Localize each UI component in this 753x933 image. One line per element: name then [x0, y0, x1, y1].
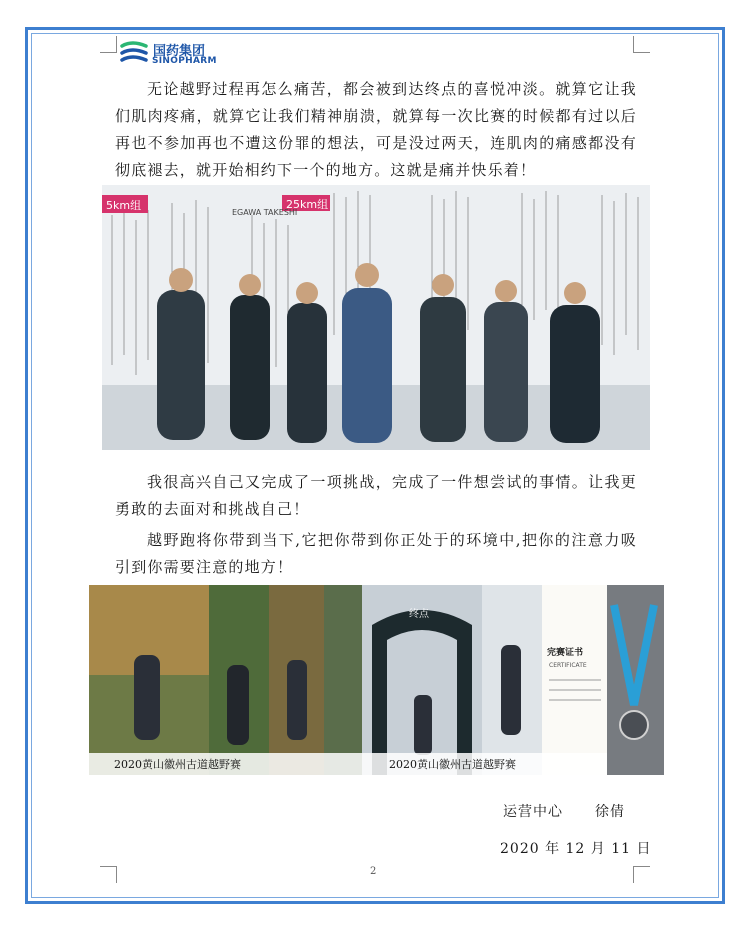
collage-panel-6 — [482, 585, 542, 775]
certificate-title: 完赛证书 — [547, 648, 584, 658]
collage-race-title-1: 2020黄山徽州古道越野赛 — [114, 758, 241, 771]
collage-panel-8-medal — [607, 585, 664, 775]
crop-mark-bottom-right — [633, 866, 650, 883]
board-label-25km: 25km组 — [286, 198, 329, 211]
collage-panel-2 — [209, 585, 269, 775]
photo-collage — [89, 585, 664, 775]
board-label-left: 5km组 — [106, 199, 142, 212]
certificate-subtitle: CERTIFICATE — [549, 662, 587, 669]
body-paragraph-1: 无论越野过程再怎么痛苦，都会被到达终点的喜悦冲淡。就算它让我们肌肉疼痛，就算它让我们精神崩溃，就算每一次比赛的时候都有过以后再也不参加再也不遭这份罪的想法，可是没过两天，连肌肉的痛感都没有彻底褪去，就开始相约下一个的地方。这就是痛并快乐着！ — [115, 80, 637, 179]
body-paragraph-2: 我很高兴自己又完成了一项挑战，完成了一件想尝试的事情。让我更勇敢的去面对和挑战自己！ — [115, 473, 637, 518]
board-text: EGAWA TAKESHI — [232, 208, 298, 217]
crop-mark-top-left — [100, 36, 117, 53]
logo-name-cn: 国药集团 — [153, 44, 206, 59]
signature-department: 运营中心 — [503, 804, 563, 820]
logo-name-en: SINOPHARM — [152, 56, 217, 66]
group-photo — [102, 185, 650, 450]
crop-mark-top-right — [633, 36, 650, 53]
collage-race-title-2: 2020黄山徽州古道越野赛 — [389, 758, 516, 771]
arch-text: 终点 — [409, 609, 429, 620]
body-paragraph-3: 越野跑将你带到当下,它把你带到你正处于的环境中,把你的注意力吸引到你需要注意的地方！ — [115, 531, 637, 576]
signature-name: 徐倩 — [595, 804, 625, 820]
collage-panel-4 — [324, 585, 362, 775]
page-number: 2 — [370, 866, 377, 877]
collage-panel-7-certificate — [542, 585, 607, 775]
collage-panel-5 — [362, 585, 482, 775]
crop-mark-bottom-left — [100, 866, 117, 883]
collage-panel-3 — [269, 585, 324, 775]
collage-panel-1 — [89, 585, 209, 775]
signature-date: 2020 年 12 月 11 日 — [500, 841, 652, 857]
